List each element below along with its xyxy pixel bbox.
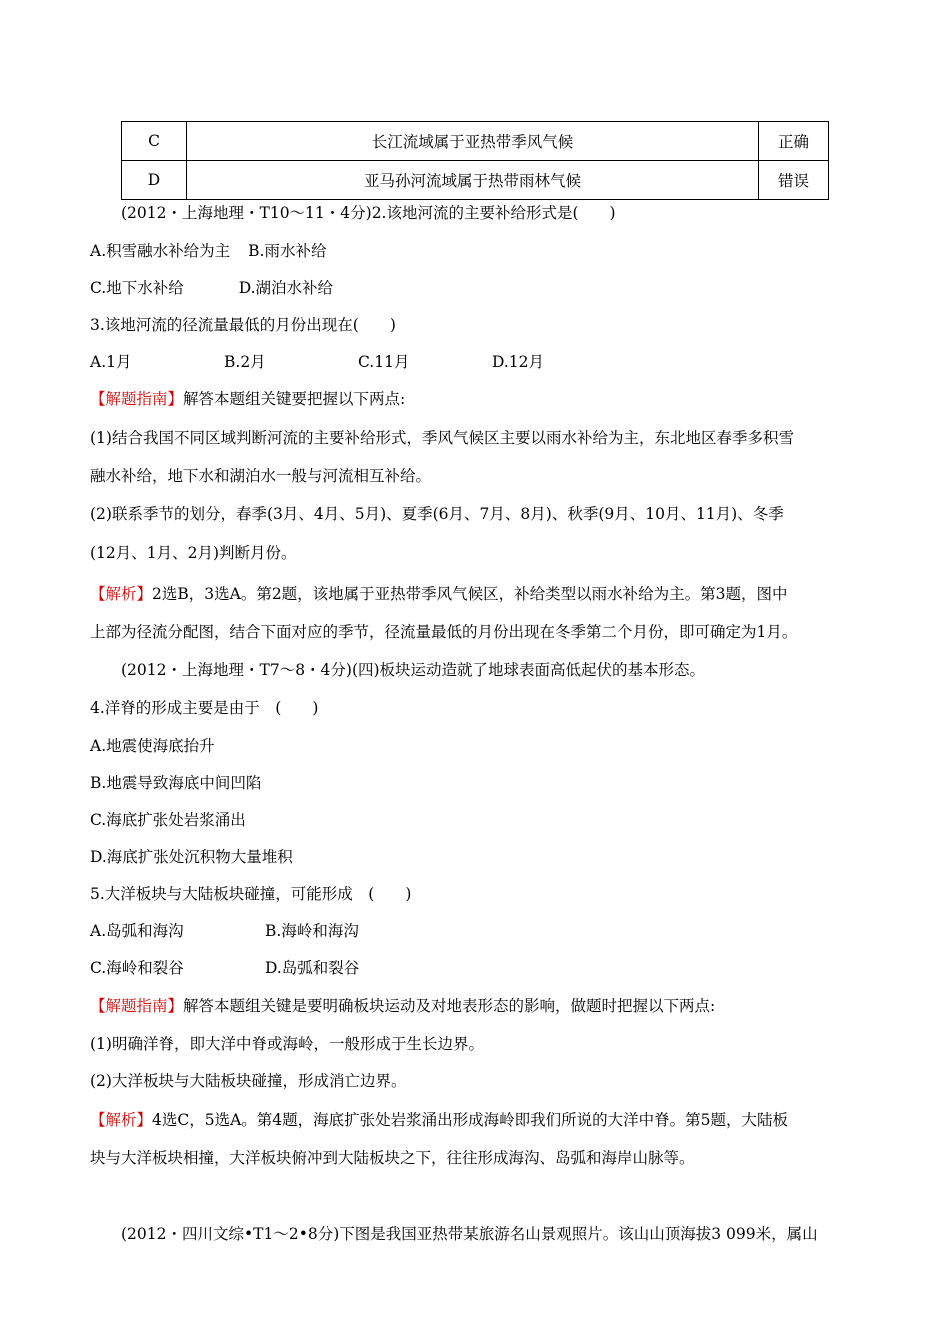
source-citation: (2012・上海地理・T10～11・4分) xyxy=(121,204,372,222)
table-cell-judgment: 正确 xyxy=(759,122,829,161)
analysis-text: 2选B，3选A。第2题，该地属于亚热带季风气候区，补给类型以雨水补给为主。第3题，图中 xyxy=(152,585,788,603)
table-row xyxy=(122,161,829,200)
solution-guide-2 xyxy=(90,996,715,1016)
option-d: D.湖泊水补给 xyxy=(238,279,334,297)
option-d: D.岛弧和裂谷 xyxy=(265,959,360,977)
question-2-options-ab xyxy=(90,241,326,261)
option-b: B.2月 xyxy=(224,353,266,371)
analysis-tag: 【解析】 xyxy=(90,585,153,603)
analysis-tag: 【解析】 xyxy=(90,1111,153,1129)
analysis-2-line-1 xyxy=(90,1110,788,1130)
option-c: C.海岭和裂谷 xyxy=(90,959,184,977)
question-stem: 2.该地河流的主要补给形式是( ) xyxy=(371,204,616,222)
option-a: A.岛弧和海沟 xyxy=(90,922,184,940)
table-row xyxy=(122,122,829,161)
option-a: A.1月 xyxy=(90,353,132,371)
solution-guide-tag: 【解题指南】 xyxy=(90,390,184,408)
analysis-text: 4选C，5选A。第4题，海底扩张处岩浆涌出形成海岭即我们所说的大洋中脊。第5题，大陆板 xyxy=(152,1111,789,1129)
solution-guide-1 xyxy=(90,389,405,409)
guide-point-1-line-1: (1)结合我国不同区域判断河流的主要补给形式，季风气候区主要以雨水补给为主，东北地区春季多积雪 xyxy=(90,429,794,447)
table-cell-statement: 亚马孙河流域属于热带雨林气候 xyxy=(187,161,759,200)
solution-guide-intro: 解答本题组关键要把握以下两点: xyxy=(183,390,406,408)
question-2-line xyxy=(121,203,616,223)
option-b: B.雨水补给 xyxy=(248,242,327,260)
solution-guide-intro: 解答本题组关键是要明确板块运动及对地表形态的影响，做题时把握以下两点: xyxy=(183,997,716,1015)
analysis-1-line-2: 上部为径流分配图，结合下面对应的季节，径流量最低的月份出现在冬季第二个月份，即可确定为1月。 xyxy=(90,623,798,641)
analysis-2-line-2: 块与大洋板块相撞，大洋板块俯冲到大陆板块之下，往往形成海沟、岛弧和海岸山脉等。 xyxy=(90,1149,695,1167)
source-citation-q1-2: (2012・四川文综•T1～2•8分)下图是我国亚热带某旅游名山景观照片。该山山顶海拔3 099米，属山 xyxy=(121,1225,818,1243)
question-2-options-cd xyxy=(90,278,333,298)
guide-point-2-line-2: (12月、1月、2月)判断月份。 xyxy=(90,544,297,562)
question-4-stem: 4.洋脊的形成主要是由于 ( ) xyxy=(90,699,319,717)
option-a: A.积雪融水补给为主 xyxy=(90,242,231,260)
table-cell-judgment: 错误 xyxy=(759,161,829,200)
option-b: B.海岭和海沟 xyxy=(265,922,359,940)
answer-options-table xyxy=(121,121,829,200)
guide-point-2-line-1: (2)联系季节的划分，春季(3月、4月、5月)、夏季(6月、7月、8月)、秋季(9月、10月、11月)、冬季 xyxy=(90,505,784,523)
solution-guide-tag: 【解题指南】 xyxy=(90,997,184,1015)
question-4-option-c: C.海底扩张处岩浆涌出 xyxy=(90,811,246,829)
table-cell-statement: 长江流域属于亚热带季风气候 xyxy=(187,122,759,161)
option-c: C.地下水补给 xyxy=(90,279,184,297)
guide-2-point-1: (1)明确洋脊，即大洋中脊或海岭，一般形成于生长边界。 xyxy=(90,1035,484,1053)
guide-2-point-2: (2)大洋板块与大陆板块碰撞，形成消亡边界。 xyxy=(90,1072,407,1090)
source-citation-q4-5: (2012・上海地理・T7～8・4分)(四)板块运动造就了地球表面高低起伏的基本形态。 xyxy=(121,661,706,679)
guide-point-1-line-2: 融水补给，地下水和湖泊水一般与河流相互补给。 xyxy=(90,467,432,485)
analysis-1-line-1 xyxy=(90,584,788,604)
option-c: C.11月 xyxy=(358,353,410,371)
option-d: D.12月 xyxy=(492,353,545,371)
table-cell-key: D xyxy=(122,161,187,200)
question-5-stem: 5.大洋板块与大陆板块碰撞，可能形成 ( ) xyxy=(90,885,412,903)
question-4-option-d: D.海底扩张处沉积物大量堆积 xyxy=(90,848,293,866)
question-4-option-a: A.地震使海底抬升 xyxy=(90,737,215,755)
question-4-option-b: B.地震导致海底中间凹陷 xyxy=(90,774,262,792)
table-cell-key: C xyxy=(122,122,187,161)
question-3-stem: 3.该地河流的径流量最低的月份出现在( ) xyxy=(90,316,396,334)
